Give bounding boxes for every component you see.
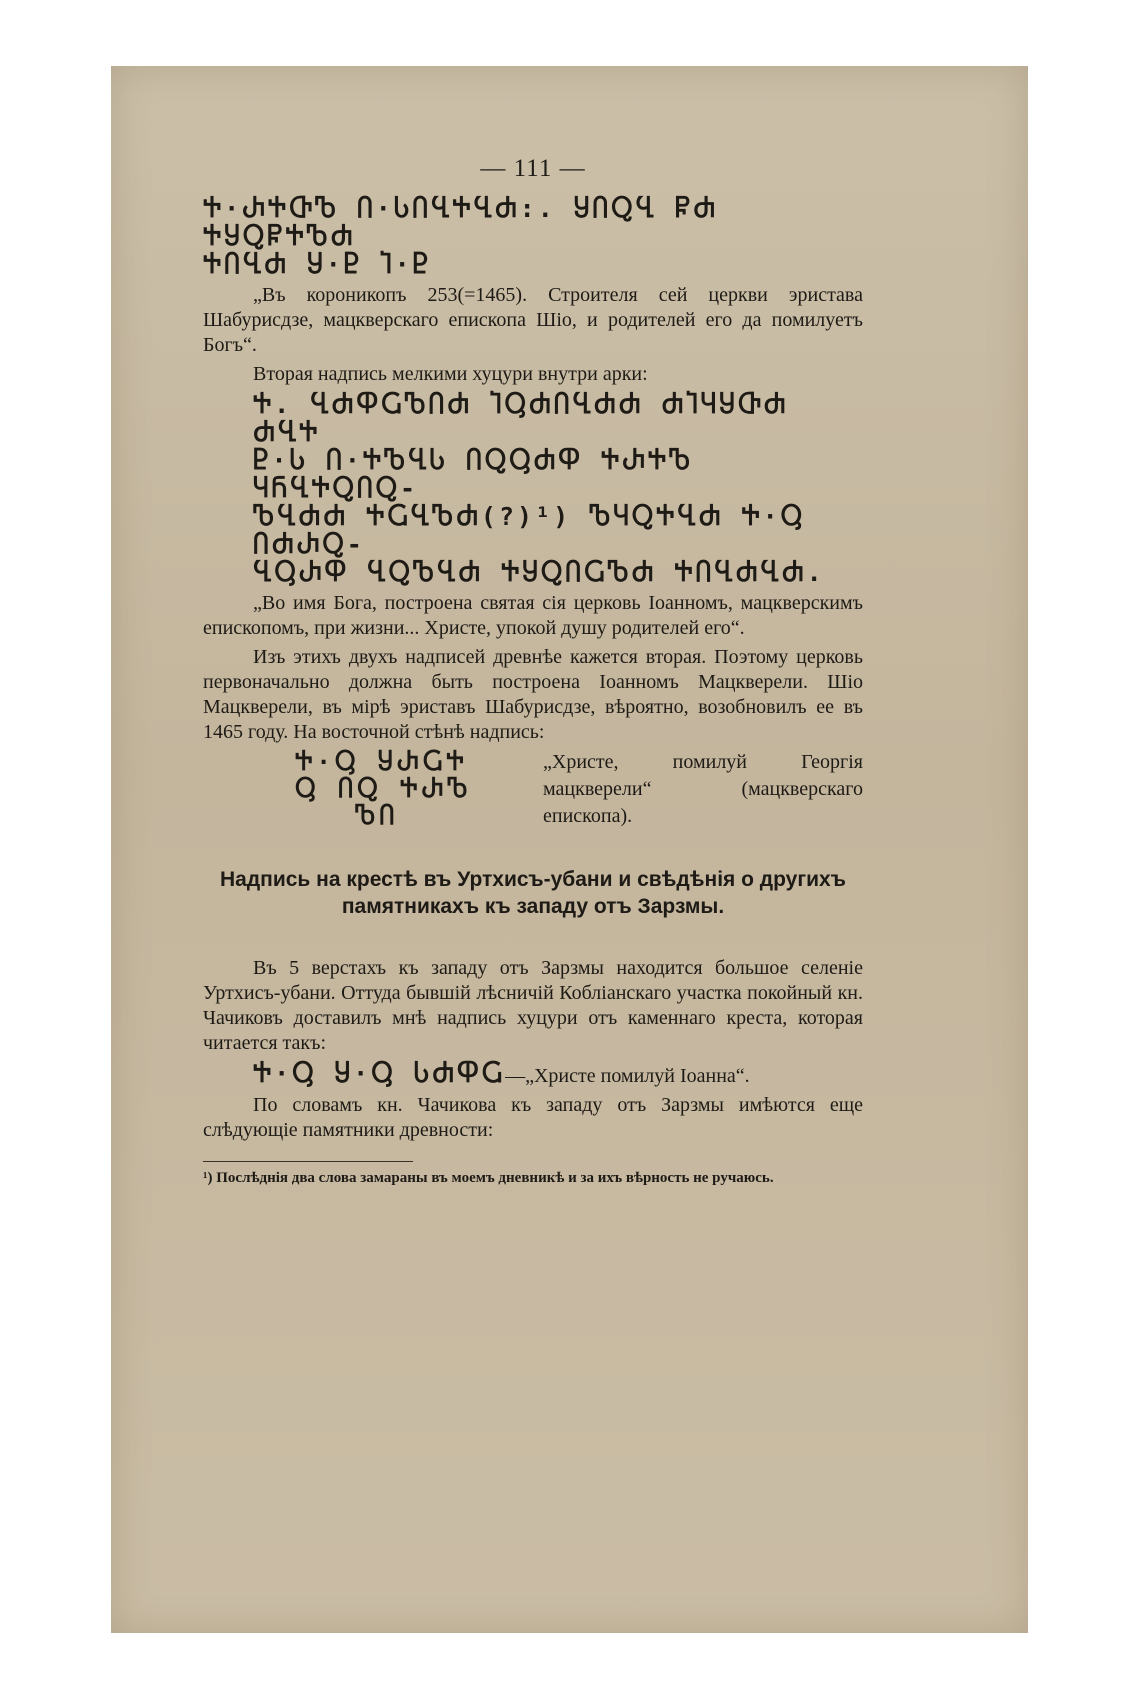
paragraph-urtkhis-ubani: Въ 5 верстахъ къ западу отъ Зарзмы находится большое селеніе Уртхисъ-убани. Оттуда бывшій лѣсничій Кобліанскаго участка покойный кн. Чачиковъ доставилъ мнѣ надпись хуцури отъ каменнаго креста, которая читается такъ:: [203, 957, 863, 1054]
footnote: ¹) Послѣднія два слова замараны въ моемъ дневникѣ и за ихъ вѣрность не ручаюсь.: [203, 1170, 774, 1186]
paragraph-dating: Изъ этихъ двухъ надписей древнѣе кажется вторая. Поэтому церковь первоначально должна быть построена Іоанномъ Мацкверели. Шіо Мацкверели, въ мірѣ эриставъ Шабурисдзе, вѣроятно, возобновилъ ее въ 1465 году. На восточной стѣнѣ надпись:: [203, 646, 863, 743]
east-wall-inscription: [203, 749, 863, 830]
east-wall-georgian-line: Ⴓ ႶႭ ႵႰႪ: [295, 775, 472, 803]
east-wall-translation: „Христе, помилуй Георгія мацкверели“ (мацкверскаго епископа).: [543, 751, 863, 827]
cross-inscription: [203, 1060, 863, 1089]
georgian-heading: [203, 195, 863, 279]
paragraph-second-inscription-intro: Вторая надпись мелкими хуцури внутри арки:: [253, 363, 648, 385]
georgian-inscription-line: Ⴒ·Ⴑ Ⴖ·ႵႪႡႱ ႶႭႳႻႴ ႵႰႵႪ ႷႬႡႵႭႶႭ-: [253, 446, 694, 503]
georgian-inscription-line: ႪႡႻႻ ႵႺႡႪႻ(?)¹) ႪႷႭႵႡႻ Ⴕ·Ⴓ ႶႻႰႭ-: [253, 502, 805, 559]
georgian-inscription-line: Ⴕ. ႡႻႴႺႪႶႻ ႨႳႻႶႡႻႻ ႻႨႷႸႧႻ ႻႡႵ: [253, 390, 789, 447]
page-number: — 111 —: [480, 155, 586, 182]
cross-translation: —„Христе помилуй Іоанна“.: [505, 1065, 750, 1087]
georgian-inscription-line: ႡႳႰႴ ႡႭႪႡႻ ႵႸႭႶႺႪႻ ႵႶႡႻႡႻ.: [253, 558, 825, 587]
georgian-heading-line: ႵႶႡႻ Ⴘ·Ⴒ Ⴈ·Ⴒ: [203, 250, 432, 279]
georgian-heading-line: Ⴕ·ႰႵႧႪ Ⴖ·ႱႶႡႵႡႻ:. ႸႶႭႡ ႼႻ ႵႸႭႼႵႪႻ: [203, 194, 719, 251]
footnote-divider: [203, 1161, 413, 1162]
east-wall-georgian-line: ႪႶ: [355, 802, 399, 830]
paragraph-chronicon: „Въ короникопъ 253(=1465). Строителя сей церкви эристава Шабурисдзе, мацкверскаго епископа Шіо, и родителей его да помилуетъ Богъ“.: [203, 284, 863, 356]
east-wall-georgian: [203, 749, 543, 830]
section-title: Надпись на крестѣ въ Уртхисъ-убани и свѣдѣнія о другихъ памятникахъ къ западу отъ Зарзмы.: [219, 868, 846, 918]
georgian-inscription-block: [203, 391, 863, 587]
paragraph-monuments: По словамъ кн. Чачикова къ западу отъ Зарзмы имѣются еще слѣдующіе памятники древности:: [203, 1094, 863, 1141]
scanned-page: [111, 66, 1028, 1633]
east-wall-georgian-line: Ⴕ·Ⴓ ႸႰႺႵ: [295, 748, 468, 776]
cross-georgian: Ⴕ·Ⴓ Ⴘ·Ⴓ ႱႻႴႺ: [253, 1059, 506, 1088]
paragraph-translation: „Во имя Бога, построена святая сія церковь Іоанномъ, мацкверскимъ епископомъ, при жизни... Христе, упокой душу родителей его“.: [203, 592, 863, 639]
page-text: [203, 156, 863, 1188]
